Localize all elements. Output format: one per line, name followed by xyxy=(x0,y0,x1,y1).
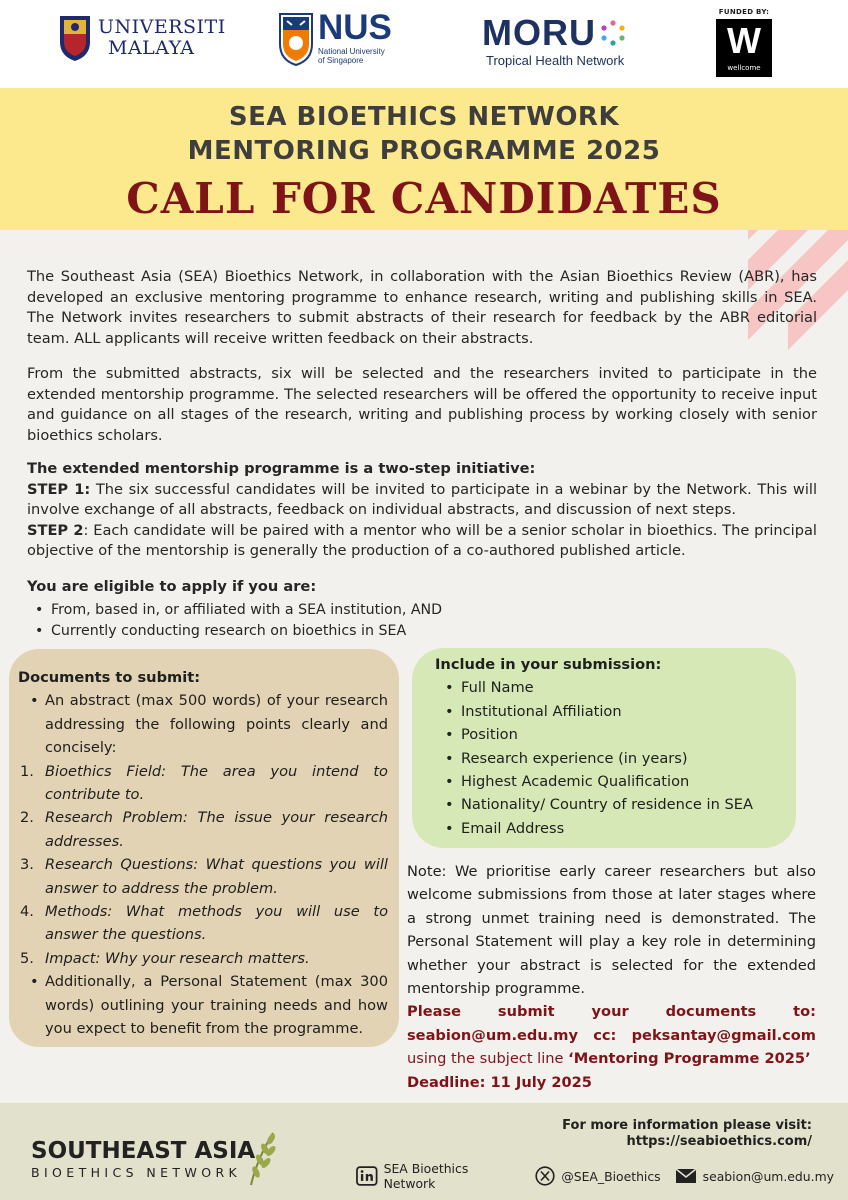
list-item: • Research experience (in years) xyxy=(435,747,753,770)
note-text: Note: We prioritise early career researchers but also welcome submissions from those at later stages where a strong unmet training need is demonstrated. The Personal Statement will play a key role in determining whether your abstract is selected for the extended mentorship programme. xyxy=(407,863,816,998)
logo-strip xyxy=(0,0,848,88)
footer xyxy=(0,1103,848,1200)
um-crest-icon xyxy=(58,14,92,62)
title-line-1: SEA BIOETHICS NETWORK xyxy=(228,102,620,132)
wellcome-logo xyxy=(716,8,772,77)
list-item: 1. Bioethics Field: The area you intend to contribute to. xyxy=(20,762,388,804)
step-1: STEP 1: The six successful candidates will be invited to participate in a webinar by the Network. This will involve exchange of all abstracts, feedback on individual abstracts, and discussion of next steps. xyxy=(27,480,817,519)
funded-by-label: FUNDED BY: xyxy=(718,8,770,16)
website-link[interactable]: https://seabioethics.com/ xyxy=(626,1134,812,1149)
intro-paragraph-2: From the submitted abstracts, six will be selected and the researchers invited to participate in the extended mentorship programme. The selected researchers will be offered the opportunity to receive input and guidance on all stages of the research, writing and publishing process by working closely with senior bioethics scholars. xyxy=(27,365,817,444)
list-item: • Highest Academic Qualification xyxy=(435,770,753,793)
list-item: • Position xyxy=(435,723,753,746)
list-item: 3. Research Questions: What questions you will answer to address the problem. xyxy=(20,856,388,897)
moru-logo: MORU Tropical Health Network xyxy=(482,12,625,68)
list-item: • An abstract (max 500 words) of your research addressing the following points clearly and concisely: xyxy=(18,689,388,759)
include-heading: Include in your submission: xyxy=(435,656,662,673)
eligibility-heading: You are eligible to apply if you are: xyxy=(27,578,317,595)
more-info: For more information please visit: https://seabioethics.com/ xyxy=(562,1118,812,1149)
linkedin-icon xyxy=(356,1166,378,1186)
wheat-icon xyxy=(243,1129,285,1187)
list-item: 4. Methods: What methods you will use to answer the questions. xyxy=(20,903,388,944)
mail-icon xyxy=(675,1168,697,1184)
eligibility-section xyxy=(27,577,817,642)
title-line-2: MENTORING PROGRAMME 2025 xyxy=(187,136,661,166)
moru-dots-icon xyxy=(600,20,626,46)
wellcome-mark: W wellcome xyxy=(716,19,772,77)
deadline: Deadline: 11 July 2025 xyxy=(407,1073,592,1091)
steps-heading: The extended mentorship programme is a two-step initiative: xyxy=(27,460,536,477)
steps-section xyxy=(27,459,817,562)
list-item: • Nationality/ Country of residence in SEA xyxy=(435,793,753,816)
include-in-submission-box xyxy=(412,648,796,848)
step-2: STEP 2: Each candidate will be paired with a mentor who will be a senior scholar in bioethics. The principal objective of the mentorship is generally the production of a co-authored published article. xyxy=(27,521,817,560)
linkedin-contact[interactable] xyxy=(356,1161,521,1191)
eligibility-item: • From, based in, or affiliated with a SEA institution, AND xyxy=(27,600,817,621)
contact-row xyxy=(356,1161,848,1191)
eligibility-item: • Currently conducting research on bioethics in SEA xyxy=(27,621,817,642)
email-label: seabion@um.edu.my xyxy=(702,1168,834,1184)
list-item: • Email Address xyxy=(435,817,753,840)
documents-heading: Documents to submit: xyxy=(18,669,201,686)
list-item: • Additionally, a Personal Statement (max 300 words) outlining your training needs and how you expect to benefit from the programme. xyxy=(18,970,388,1040)
subject-line: using the subject line ‘Mentoring Programme 2025’ xyxy=(407,1050,811,1068)
title-banner xyxy=(0,88,848,230)
x-contact[interactable] xyxy=(535,1166,660,1186)
linkedin-label: SEA Bioethics Network xyxy=(383,1161,469,1191)
nus-crest-icon xyxy=(278,10,314,66)
nus-logo: NUS National University of Singapore xyxy=(278,10,392,66)
universiti-malaya-logo: UNIVERSITI MALAYA xyxy=(58,14,226,62)
list-item: • Full Name xyxy=(435,676,753,699)
documents-to-submit-box xyxy=(9,649,399,1047)
sea-bioethics-network-logo: SOUTHEAST ASIA BIOETHICS NETWORK xyxy=(31,1138,256,1180)
intro-paragraph-1: The Southeast Asia (SEA) Bioethics Network, in collaboration with the Asian Bioethics Review (ABR), has developed an exclusive mentoring programme to enhance research, writing and publishing skills in SEA. The Network invites researchers to submit abstracts of their research for feedback by the ABR editorial team. ALL applicants will receive written feedback on their abstracts. xyxy=(27,268,817,347)
note-section xyxy=(407,860,816,1094)
list-item: 5. Impact: Why your research matters. xyxy=(20,949,310,967)
call-for-candidates-title: CALL FOR CANDIDATES xyxy=(126,174,722,223)
submit-instruction: Please submit your documents to: xyxy=(407,1003,816,1021)
email-contact[interactable] xyxy=(675,1168,834,1184)
x-handle: @SEA_Bioethics xyxy=(561,1168,661,1184)
list-item: • Institutional Affiliation xyxy=(435,700,753,723)
submission-emails[interactable]: seabion@um.edu.my cc: peksantay@gmail.com xyxy=(407,1026,816,1044)
list-item: 2. Research Problem: The issue your research addresses. xyxy=(20,809,388,850)
x-icon xyxy=(535,1166,555,1186)
